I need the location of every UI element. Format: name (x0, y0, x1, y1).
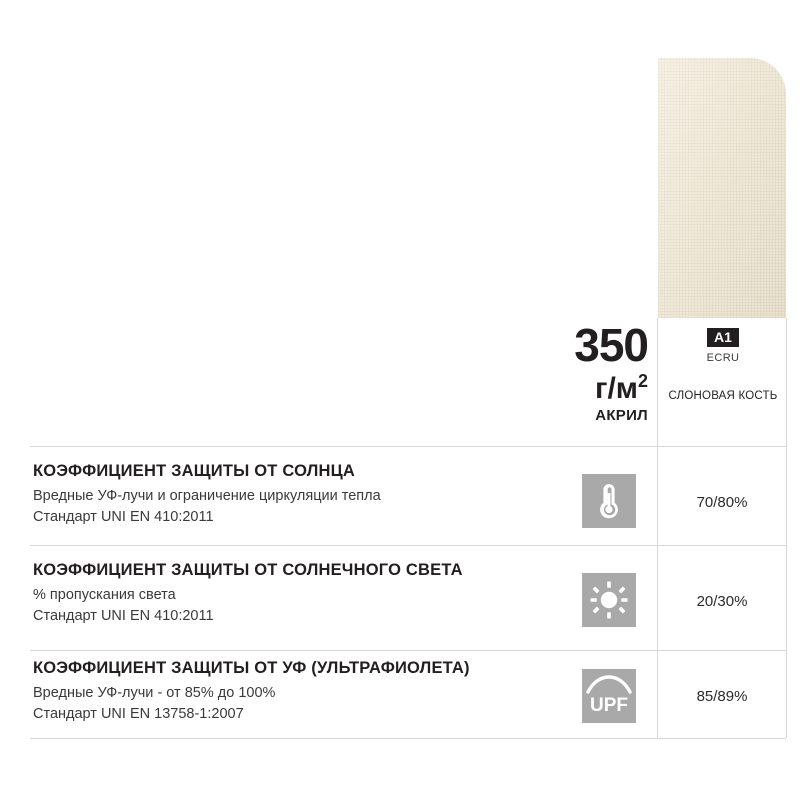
table-row-divider-1 (30, 446, 786, 447)
spec-row-text-3 (33, 659, 533, 725)
fabric-weight-unit-text: г/м (594, 372, 638, 405)
fabric-color-code: A1 (707, 328, 739, 347)
fabric-color-code-sub: ECRU (706, 352, 740, 364)
spec-row-value-1: 70/80% (696, 494, 748, 511)
fabric-weight-value: 350 (574, 319, 648, 371)
fabric-swatch (658, 58, 786, 318)
table-row-divider-4 (30, 738, 786, 739)
spec-row-title-3: КОЭФФИЦИЕНТ ЗАЩИТЫ ОТ УФ (УЛЬТРАФИОЛЕТА) (33, 659, 470, 677)
thermometer-icon (582, 474, 636, 528)
spec-row-value-3: 85/89% (696, 688, 748, 705)
fabric-weight-unit (540, 372, 648, 404)
spec-row-desc-3: Вредные УФ-лучи - от 85% до 100% (33, 685, 276, 701)
table-vertical-divider-right (786, 318, 787, 738)
spec-row-title-2: КОЭФФИЦИЕНТ ЗАЩИТЫ ОТ СОЛНЕЧНОГО СВЕТА (33, 561, 463, 579)
table-row-divider-2 (30, 545, 786, 546)
spec-row-standard-1: Стандарт UNI EN 410:2011 (33, 508, 214, 525)
upf-icon (582, 669, 636, 723)
spec-row-desc-1: Вредные УФ-лучи и ограничение циркуляции тепла (33, 488, 381, 504)
spec-row-desc-2: % пропускания света (33, 587, 176, 603)
table-vertical-divider-left (657, 318, 658, 738)
fabric-color-block (660, 328, 786, 402)
spec-row-text-2 (33, 561, 533, 627)
spec-row-standard-2: Стандарт UNI EN 410:2011 (33, 607, 214, 624)
fabric-weight-block (540, 319, 648, 424)
fabric-material: АКРИЛ (595, 407, 648, 424)
spec-row-title-1: КОЭФФИЦИЕНТ ЗАЩИТЫ ОТ СОЛНЦА (33, 462, 355, 480)
spec-row-text-1 (33, 462, 533, 528)
svg-text:UPF: UPF (590, 695, 628, 716)
sun-icon (582, 573, 636, 627)
spec-row-standard-3: Стандарт UNI EN 13758-1:2007 (33, 705, 244, 722)
fabric-weight-unit-exponent: 2 (637, 371, 648, 391)
table-row-divider-3 (30, 650, 786, 651)
fabric-color-name: СЛОНОВАЯ КОСТЬ (668, 390, 778, 402)
spec-row-value-2: 20/30% (696, 593, 748, 610)
